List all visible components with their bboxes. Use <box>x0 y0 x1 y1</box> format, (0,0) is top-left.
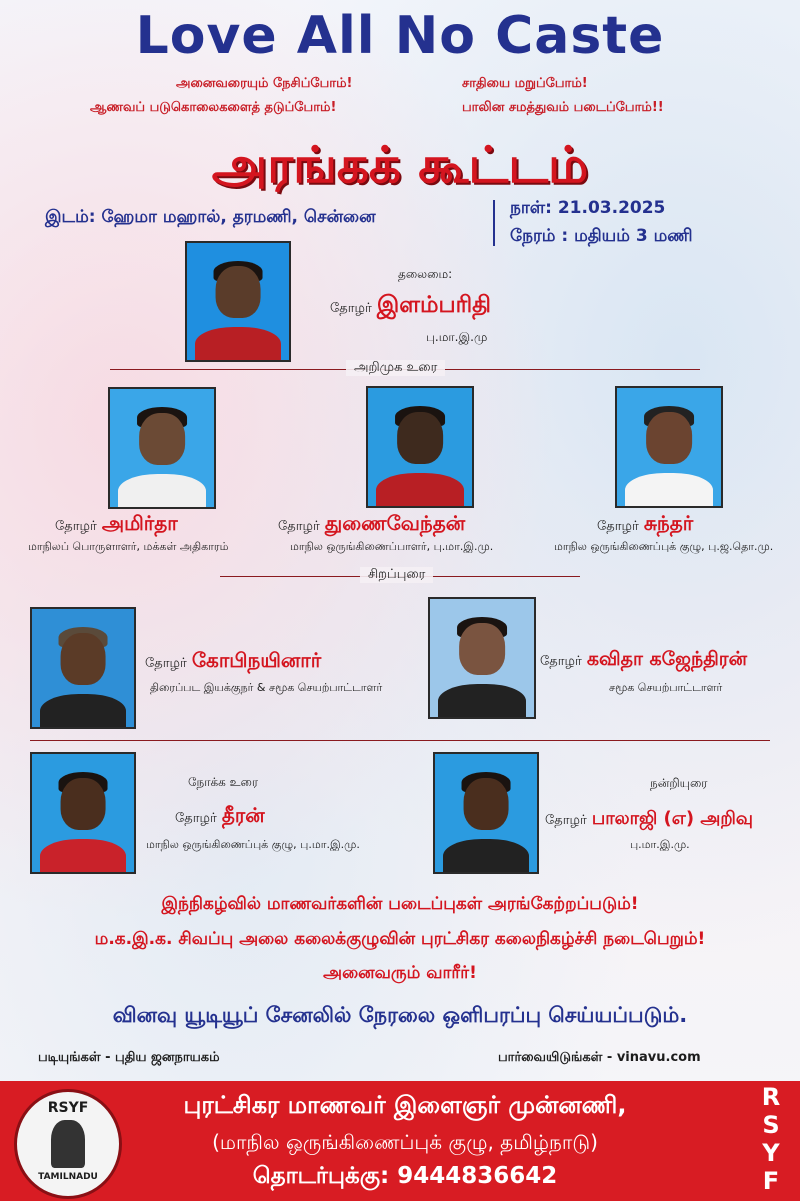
message-2: ம.க.இ.க. சிவப்பு அலை கலைக்குழுவின் புரட்சிகர கலைநிகழ்ச்சி நடைபெறும்! <box>94 929 706 949</box>
venue-text: இடம்: ஹேமா மஹால், தரமணி, சென்னை <box>45 207 376 227</box>
venue-divider <box>493 200 495 246</box>
chair-name: இளம்பரிதி <box>376 292 491 318</box>
speaker-name: அமிர்தா <box>101 511 178 535</box>
chair-label: தலைமை: <box>398 267 453 281</box>
read-link[interactable]: படியுங்கள் - புதிய ஜனநாயகம் <box>38 1050 220 1065</box>
balaji-label: நன்றியுரை <box>650 776 708 790</box>
speaker-prefix: தோழர் <box>545 813 587 828</box>
speaker-kavitha <box>540 648 747 673</box>
event-title: அரங்கக் கூட்டம் <box>211 136 589 194</box>
speaker-role: மாநிலப் பொருளாளர், மக்கள் அதிகாரம் <box>28 540 229 553</box>
chair-org: பு.மா.இ.மு <box>426 330 488 344</box>
broadcast-text: வினவு யூடியூப் சேனலில் நேரலை ஒளிபரப்பு செய்யப்படும். <box>112 1003 688 1027</box>
portrait-icon <box>51 1120 85 1168</box>
contact-number: தொடர்புக்கு: 9444836642 <box>252 1163 558 1189</box>
speaker-role: சமூக செயற்பாட்டாளர் <box>609 681 723 694</box>
chair-prefix: தோழர் <box>330 301 372 316</box>
speaker-name: பாலாஜி (எ) அறிவு <box>591 808 754 829</box>
speaker-role: மாநில ஒருங்கிணைப்புக் குழு, பு.மா.இ.மு. <box>146 838 360 851</box>
speaker-name: கவிதா கஜேந்திரன் <box>586 648 748 670</box>
chair-photo <box>185 241 291 362</box>
speaker-sundar <box>597 511 693 538</box>
slogan-2: சாதியை மறுப்போம்! <box>462 76 588 91</box>
slogan-3: ஆணவப் படுகொலைகளைத் தடுப்போம்! <box>90 100 337 115</box>
speaker-theeran <box>175 803 265 830</box>
speaker-name: கோபிநயினார் <box>191 648 322 672</box>
org-name: புரட்சிகர மாணவர் இளைஞர் முன்னணி, <box>183 1091 627 1119</box>
chair-name-line <box>330 292 491 321</box>
intro-section-label: அறிமுக உரை <box>346 360 445 376</box>
visit-link[interactable]: பார்வையிடுங்கள் - vinavu.com <box>498 1050 701 1065</box>
speaker-role: மாநில ஒருங்கிணைப்புக் குழு, பு.ஜ.தொ.மு. <box>554 540 774 553</box>
speaker-theeran-photo <box>30 752 136 874</box>
side-letters <box>756 1083 786 1195</box>
speaker-kavitha-photo <box>428 597 536 719</box>
date-text: நாள்: 21.03.2025 <box>510 198 666 218</box>
side-letter-f: F <box>762 1167 780 1195</box>
speaker-name: துணைவேந்தன் <box>324 511 466 535</box>
speaker-name: சுந்தர் <box>643 511 694 535</box>
side-letter-s: S <box>762 1111 780 1139</box>
speaker-sundar-photo <box>615 386 723 508</box>
slogan-4: பாலின சமத்துவம் படைப்போம்!! <box>462 100 664 115</box>
side-letter-y: Y <box>762 1139 780 1167</box>
org-sub: (மாநில ஒருங்கிணைப்புக் குழு, தமிழ்நாடு) <box>212 1130 598 1154</box>
special-section-label: சிறப்புரை <box>360 567 433 583</box>
speaker-prefix: தோழர் <box>145 656 187 671</box>
message-3: அனைவரும் வாரீர்! <box>323 963 477 983</box>
time-text: நேரம் : மதியம் 3 மணி <box>510 226 693 246</box>
logo-top-text: RSYF <box>47 1100 89 1116</box>
speaker-gopinainar <box>145 648 321 675</box>
theeran-label: நோக்க உரை <box>188 775 259 789</box>
main-title: Love All No Caste <box>135 6 665 66</box>
speaker-amirtha-photo <box>108 387 216 509</box>
speaker-role: மாநில ஒருங்கிணைப்பாளர், பு.மா.இ.மு. <box>290 540 494 553</box>
speaker-amirtha <box>55 511 178 538</box>
side-letter-r: R <box>761 1083 781 1111</box>
slogan-1: அனைவரையும் நேசிப்போம்! <box>176 76 353 91</box>
speaker-prefix: தோழர் <box>55 519 97 534</box>
closing-divider <box>30 740 770 741</box>
message-1: இந்நிகழ்வில் மாணவர்களின் படைப்புகள் அரங்கேற்றப்படும்! <box>161 894 639 914</box>
footer-band <box>0 1081 800 1201</box>
speaker-name: தீரன் <box>221 803 265 827</box>
speaker-thunaiventhan-photo <box>366 386 474 508</box>
logo-bottom-text: TAMILNADU <box>38 1172 98 1182</box>
speaker-gopinainar-photo <box>30 607 136 729</box>
speaker-role: திரைப்பட இயக்குநர் & சமூக செயற்பாட்டாளர் <box>150 681 383 694</box>
speaker-prefix: தோழர் <box>597 519 639 534</box>
rsyf-logo <box>14 1089 122 1199</box>
speaker-thunaiventhan <box>278 511 465 538</box>
speaker-prefix: தோழர் <box>540 654 582 669</box>
speaker-balaji-photo <box>433 752 539 874</box>
speaker-prefix: தோழர் <box>175 811 217 826</box>
speaker-prefix: தோழர் <box>278 519 320 534</box>
speaker-balaji <box>545 808 753 831</box>
speaker-role: பு.மா.இ.மு. <box>630 838 690 851</box>
